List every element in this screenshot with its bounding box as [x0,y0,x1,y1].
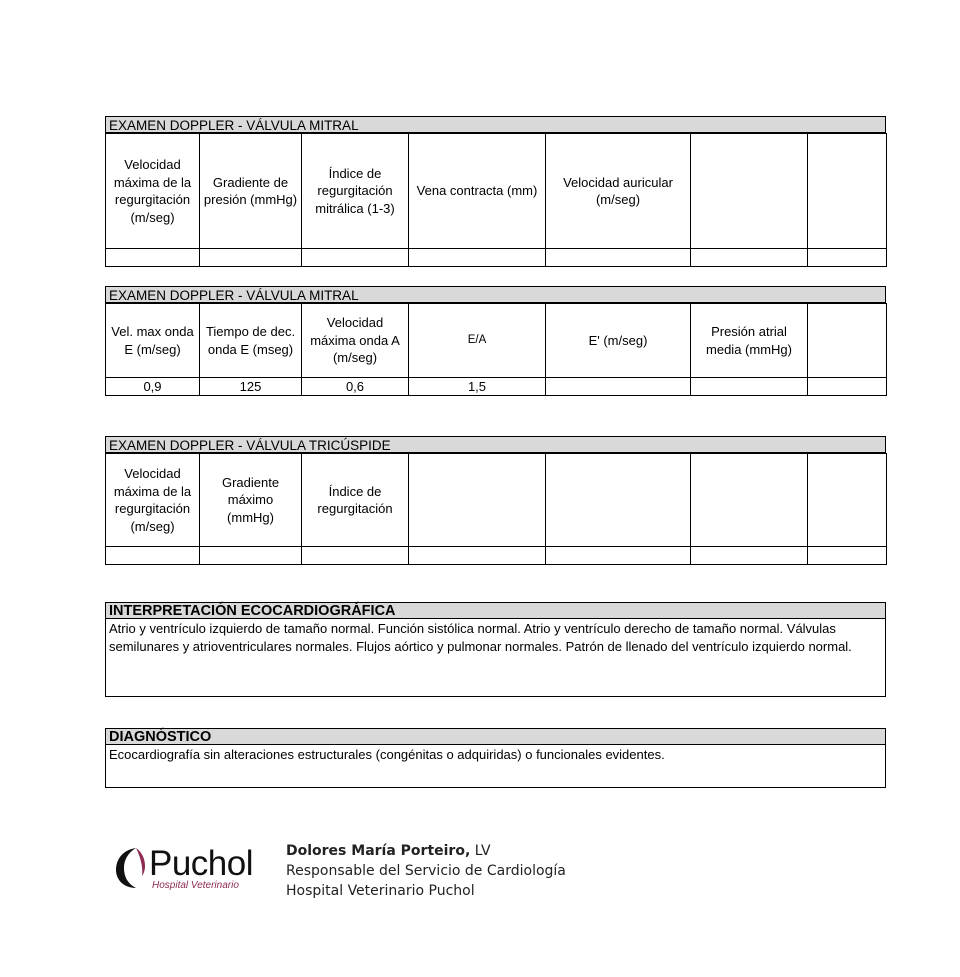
signature-name-line [286,841,566,861]
header-cell: Gradiente máximo (mmHg) [200,454,302,547]
header-cell [808,454,887,547]
value-cell: 0,9 [106,378,200,396]
value-cell [546,249,691,267]
section-title: EXAMEN DOPPLER - VÁLVULA TRICÚSPIDE [105,436,886,453]
value-cell [409,547,546,565]
value-cell [691,547,808,565]
value-cell [106,249,200,267]
mitral-regurgitation-table [105,133,887,267]
hospital-logo [114,844,274,894]
header-cell [808,134,887,249]
value-cell: 1,5 [409,378,546,396]
value-cell [691,378,808,396]
section-title: DIAGNÓSTICO [105,728,886,745]
value-cell [106,547,200,565]
header-cell: E' (m/seg) [546,304,691,378]
header-cell: Velocidad máxima de la regurgitación (m/seg) [106,454,200,547]
diagnosis-text: Ecocardiografía sin alteraciones estructurales (congénitas o adquiridas) o funcionales evidentes. [105,745,886,788]
value-cell [302,249,409,267]
header-cell: E/A [409,304,546,378]
tricuspid-table [105,453,887,565]
header-cell: Índice de regurgitación mitrálica (1-3) [302,134,409,249]
value-row [106,378,887,396]
header-cell: Gradiente de presión (mmHg) [200,134,302,249]
signer-title: LV [470,843,491,859]
value-cell: 0,6 [302,378,409,396]
logo-wordmark: Puchol [149,844,254,883]
signer-name: Dolores María Porteiro, [286,843,471,859]
section-title: INTERPRETACIÓN ECOCARDIOGRÁFICA [105,602,886,619]
value-cell [546,378,691,396]
header-cell: Vel. max onda E (m/seg) [106,304,200,378]
header-cell [808,304,887,378]
mitral-flow-table [105,303,887,396]
section-title: EXAMEN DOPPLER - VÁLVULA MITRAL [105,116,886,133]
value-cell [546,547,691,565]
header-row [106,304,887,378]
value-cell [808,378,887,396]
signature-block [286,841,566,901]
interpretation-text: Atrio y ventrículo izquierdo de tamaño normal. Función sistólica normal. Atrio y ventrículo derecho de tamaño normal. Válvulas semilunares y atrioventriculares normales. Flujos aórtico y pulmonar normales. Patrón de llenado del ventrículo izquierdo normal. [105,619,886,697]
value-row [106,249,887,267]
header-cell: Índice de regurgitación [302,454,409,547]
signer-organization: Hospital Veterinario Puchol [286,883,475,899]
header-cell [691,134,808,249]
value-cell [200,249,302,267]
header-cell: Vena contracta (mm) [409,134,546,249]
header-cell [546,454,691,547]
header-cell [691,454,808,547]
value-cell [302,547,409,565]
header-row [106,134,887,249]
logo-crescent-icon [114,846,148,890]
header-cell: Tiempo de dec. onda E (mseg) [200,304,302,378]
logo-subtitle: Hospital Veterinario [152,880,239,891]
value-cell [691,249,808,267]
value-cell [200,547,302,565]
value-cell: 125 [200,378,302,396]
header-cell: Velocidad máxima de la regurgitación (m/seg) [106,134,200,249]
header-cell: Velocidad auricular (m/seg) [546,134,691,249]
header-cell: Presión atrial media (mmHg) [691,304,808,378]
header-cell [409,454,546,547]
value-row [106,547,887,565]
header-cell: Velocidad máxima onda A (m/seg) [302,304,409,378]
header-row [106,454,887,547]
section-title: EXAMEN DOPPLER - VÁLVULA MITRAL [105,286,886,303]
value-cell [808,249,887,267]
signer-role: Responsable del Servicio de Cardiología [286,863,566,879]
value-cell [808,547,887,565]
value-cell [409,249,546,267]
